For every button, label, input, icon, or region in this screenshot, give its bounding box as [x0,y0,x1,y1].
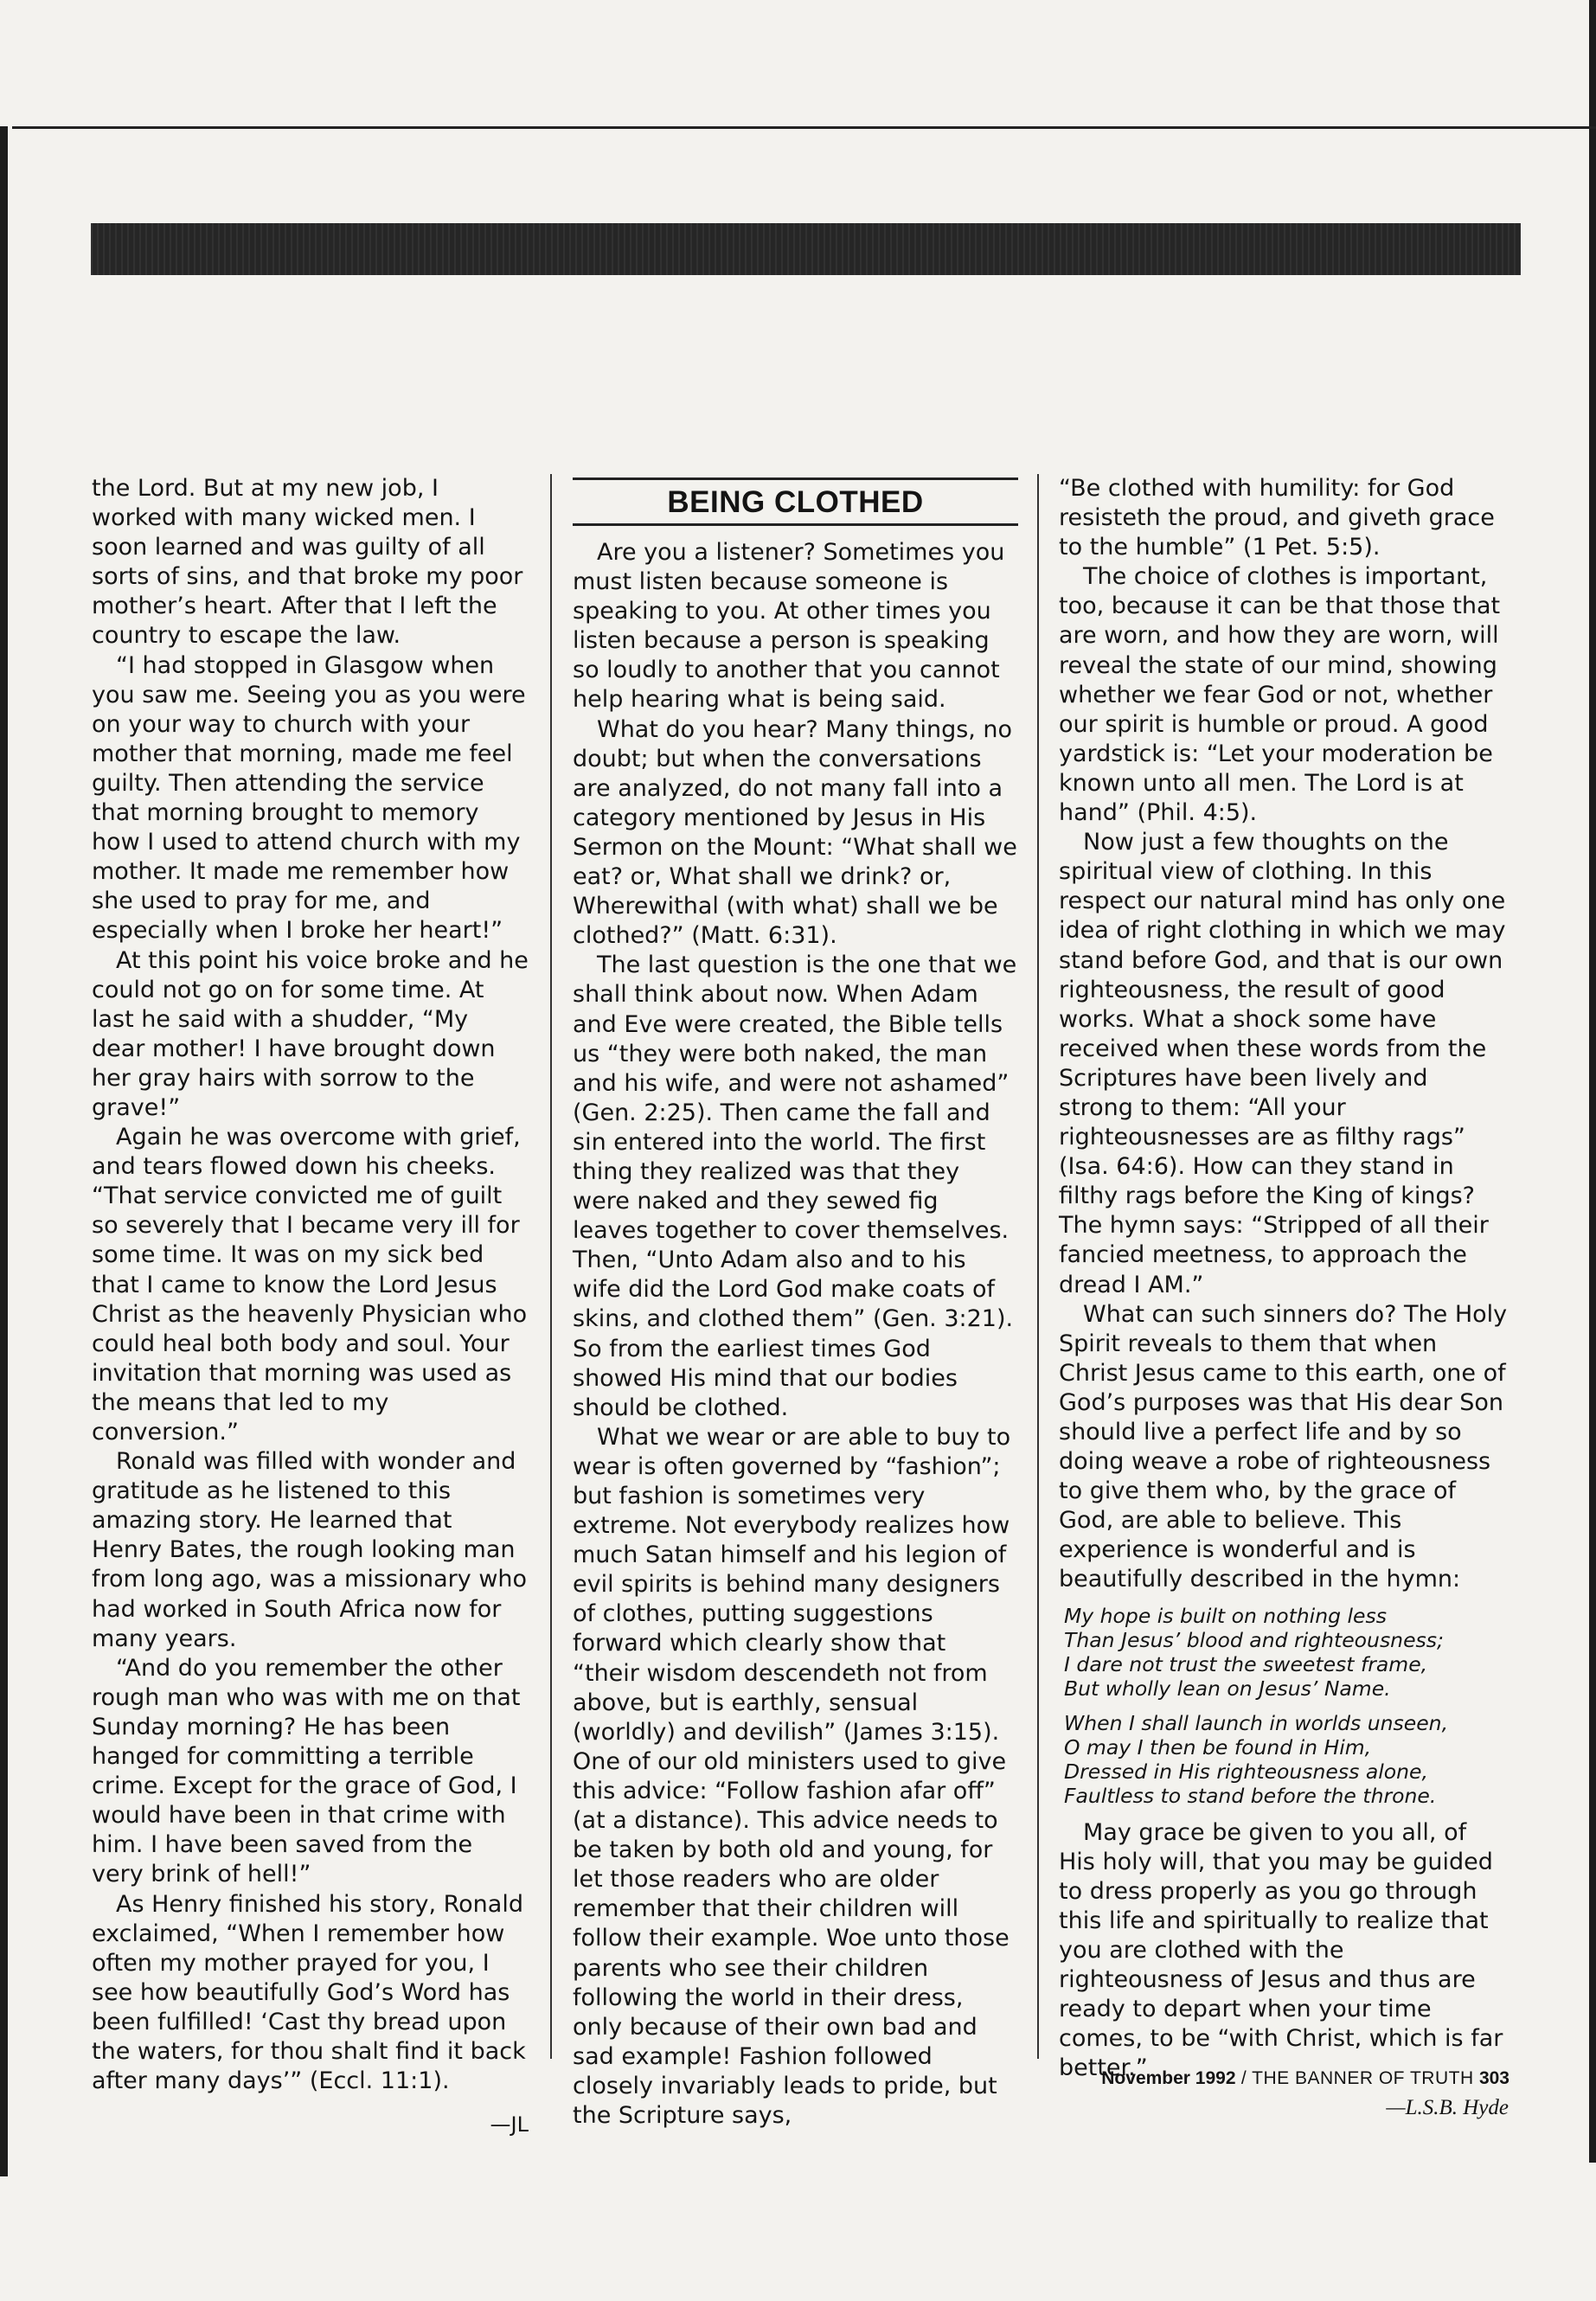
paragraph: “I had stopped in Glasgow when you saw me. Seeing you as you were on your way to church with your mother that morning, made me feel guilty. Then attending the service that morning brought to memory how I used to attend church with my mother. It made me remember how she used to pray for me, and especially when I broke her heart!” [92,651,526,945]
publication-name: / THE BANNER OF TRUTH [1235,2068,1479,2088]
paragraph: Again he was overcome with grief, and tears flowed down his cheeks. “That service convicted me of guilt so severely that I became very ill for some time. It was on my sick bed that I came to know the Lord Jesus Christ as the heavenly Physician who could heal both body and soul. Your invitation that morning was used as the means that led to my conversion.” [92,1124,528,1445]
scan-edge-left [0,126,8,2176]
column-divider-1 [550,474,552,2059]
paragraph: What we wear or are able to buy to wear is often governed by “fashion”; but fashion is sometimes very extreme. Not everybody realizes how much Satan himself and his legion of evil spirits is behind many designers of clothes, putting suggestions forward which clearly show that “their wisdom descendeth not from above, but is earthly, sensual (worldly) and devilish” (James 3:15). One of our old ministers used to give this advice: “Follow fashion afar off” (at a distance). This advice needs to be taken by both old and young, for let those readers who are older remember that their children will follow their example. Woe unto those parents who see their children following the world in their dress, only because of their own bad and sad example! Fashion followed closely invariably leads to pride, but the Scripture says, [573,1423,1011,2129]
paragraph: What do you hear? Many things, no doubt; but when the conversations are analyzed, do not many fall into a category mentioned by Jesus in His Sermon on the Mount: “What shall we eat? or, What shall we drink? or, Wherewithal (with what) shall we be clothed?” (Matt. 6:31). [573,715,1017,950]
paragraph: Ronald was filled with wonder and gratitude as he listened to this amazing story. He learned that Henry Bates, the rough looking man from long ago, was a missionary who had worked in South Africa now for many years. [92,1448,528,1652]
paragraph: “Be clothed with humility: for God resisteth the proud, and giveth grace to the humble” (1 Pet. 5:5). [1059,475,1495,561]
paragraph: As Henry finished his story, Ronald exclaimed, “When I remember how often my mother prayed for you, I see how beautifully God’s Word has been fulfilled! ‘Cast thy bread upon the waters, for thou shalt find it back after many days’” (Eccl. 11:1). [92,1890,526,2095]
author-signature: —L.S.B. Hyde [1386,2096,1509,2120]
hymn-line: Than Jesus’ blood and righteousness; [1064,1627,1444,1652]
hymn-verse [1064,1604,1509,1808]
hymn-line: I dare not trust the sweetest frame, [1064,1651,1428,1676]
page-number: 303 [1478,2068,1509,2088]
hymn-stanza-2 [1064,1711,1509,1808]
paragraph: What can such sinners do? The Holy Spirit reveals to them that when Christ Jesus came to this earth, one of God’s purposes was that His dear Son should live a perfect life and by so doing weave a robe of righteousness to give them who, by the grace of God, are able to believe. This experience is wonderful and is beautifully described in the hymn: [1059,1300,1508,1593]
column-1 [92,474,529,2139]
scan-edge-right [1589,0,1596,2163]
column-3 [1059,474,1509,2124]
hymn-line: Faultless to stand before the throne. [1064,1783,1437,1808]
hymn-line: My hope is built on nothing less [1064,1603,1387,1628]
article-title: BEING CLOTHED [573,478,1018,526]
hymn-line: Dressed in His righteousness alone, [1064,1759,1428,1784]
paragraph: Now just a few thoughts on the spiritual view of clothing. In this respect our natural mind has only one idea of right clothing in which we may stand before God, and that is our own righteousness, the result of good works. What a shock some have received when these words from the Scriptures have been lively and strong to them: “All your righteousnesses are as filthy rags” (Isa. 64:6). How can they stand in filthy rags before the King of kings? The hymn says: “Stripped of all their fancied meetness, to approach the dread I AM.” [1059,829,1506,1298]
header-banner-bar [91,223,1521,275]
top-rule [12,126,1596,129]
paragraph: May grace be given to you all, of His holy will, that you may be guided to dress properly as you go through this life and spiritually to realize that you are clothed with the righteousness of Jesus and thus are ready to depart when your time comes, to be “with Christ, which is far better.” [1059,1818,1503,2082]
column-2 [573,474,1018,2131]
paragraph: the Lord. But at my new job, I worked with many wicked men. I soon learned and was guilty of all sorts of sins, and that broke my poor mother’s heart. After that I left the country to escape the law. [92,475,523,650]
paragraph: The last question is the one that we shall think about now. When Adam and Eve were created, the Bible tells us “they were both naked, the man and his wife, and were not ashamed” (Gen. 2:25). Then came the fall and sin entered into the world. The first thing they realized was that they were naked and they sewed fig leaves together to cover themselves. Then, “Unto Adam also and to his wife did the Lord God make coats of skins, and clothed them” (Gen. 3:21). So from the earliest times God showed His mind that our bodies should be clothed. [573,952,1017,1421]
hymn-line: O may I then be found in Him, [1064,1734,1372,1759]
hymn-stanza-1 [1064,1604,1509,1701]
hymn-line: But wholly lean on Jesus’ Name. [1064,1676,1391,1701]
author-initials: —JL [490,2112,529,2138]
hymn-line: When I shall launch in worlds unseen, [1064,1710,1449,1735]
page-footer [1038,2067,1509,2090]
column-divider-2 [1037,474,1039,2059]
paragraph: “And do you remember the other rough man who was with me on that Sunday morning? He has been hanged for committing a terrible crime. Except for the grace of God, I would have been in that crime with him. I have been saved from the very brink of hell!” [92,1654,521,1888]
paragraph: At this point his voice broke and he could not go on for some time. At last he said with a shudder, “My dear mother! I have brought down her gray hairs with sorrow to the grave!” [92,946,529,1121]
paragraph: Are you a listener? Sometimes you must listen because someone is speaking to you. At other times you listen because a person is speaking so loudly to another that you cannot help hearing what is being said. [573,539,1005,714]
issue-date: November 1992 [1101,2068,1236,2088]
paragraph: The choice of clothes is important, too, because it can be that those that are worn, and how they are worn, will reveal the state of our mind, showing whether we fear God or not, whether our spirit is humble or proud. A good yardstick is: “Let your moderation be known unto all men. The Lord is at hand” (Phil. 4:5). [1059,563,1501,827]
